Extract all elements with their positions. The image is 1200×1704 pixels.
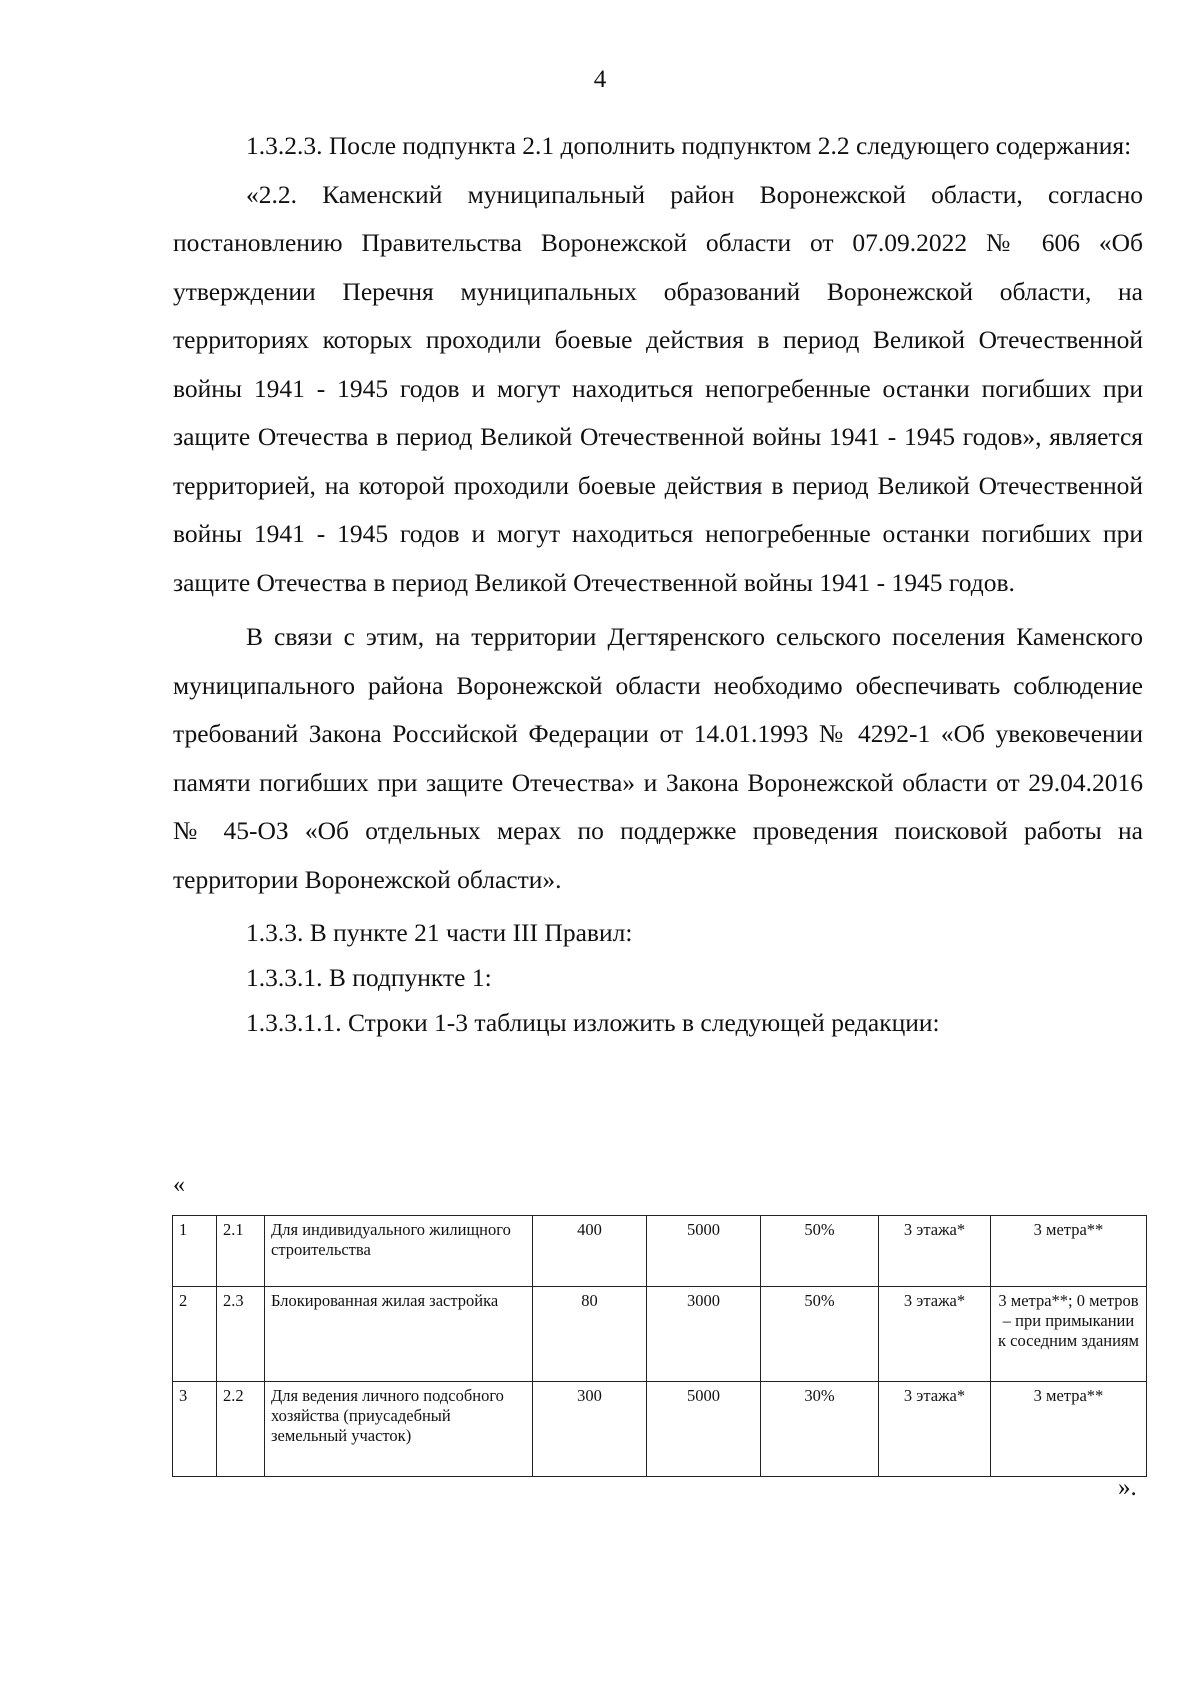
cell-floors: 3 этажа* (879, 1216, 991, 1287)
cell-code: 2.2 (217, 1382, 265, 1477)
cell-row-number: 2 (173, 1287, 217, 1382)
table-row (173, 1382, 1147, 1477)
cell-setback: 3 метра**; 0 метров – при примыкании к соседним зданиям (991, 1287, 1147, 1382)
cell-setback: 3 метра** (991, 1382, 1147, 1477)
paragraph-1-3-3: 1.3.3. В пункте 21 части III Правил: (246, 918, 633, 947)
cell-code: 2.1 (217, 1216, 265, 1287)
cell-floors: 3 этажа* (879, 1287, 991, 1382)
cell-setback: 3 метра** (991, 1216, 1147, 1287)
cell-coverage-percent: 50% (761, 1216, 879, 1287)
paragraph-compliance: В связи с этим, на территории Дегтяренского сельского поселения Каменского муниципального района Воронежской области необходимо обеспечивать соблюдение требований Закона Российской Федерации от 14.01.1993 № 4292-1 «Об увековечении памяти погибших при защите Отечества» и Закона Воронежской области от 29.04.2016 № 45-ОЗ «Об отдельных мерах по поддержке проведения поисковой работы на территории Воронежской области». (173, 622, 1143, 894)
cell-land-use-type: Для ведения личного подсобного хозяйства (приусадебный земельный участок) (265, 1382, 533, 1477)
paragraph-2-2-quote: «2.2. Каменский муниципальный район Воронежской области, согласно постановлению Правительства Воронежской области от 07.09.2022 № 606 «Об утверждении Перечня муниципальных образований Воронежской области, на территориях которых проходили боевые действия в период Великой Отечественной войны 1941 - 1945 годов и могут находиться непогребенные останки погибших при защите Отечества в период Великой Отечественной войны 1941 - 1945 годов», является территорией, на которой проходили боевые действия в период Великой Отечественной войны 1941 - 1945 годов и могут находиться непогребенные останки погибших при защите Отечества в период Великой Отечественной войны 1941 - 1945 годов. (173, 179, 1143, 597)
cell-min-area: 300 (533, 1382, 647, 1477)
land-use-rules-table (172, 1215, 1147, 1477)
document-body (173, 122, 1143, 1045)
closing-quote-mark: ». (1118, 1474, 1137, 1501)
paragraph-1-3-2-3: 1.3.2.3. После подпункта 2.1 дополнить подпунктом 2.2 следующего содержания: (246, 131, 1132, 160)
cell-max-area: 5000 (647, 1382, 761, 1477)
table-row (173, 1287, 1147, 1382)
cell-max-area: 5000 (647, 1216, 761, 1287)
cell-code: 2.3 (217, 1287, 265, 1382)
cell-min-area: 80 (533, 1287, 647, 1382)
cell-row-number: 1 (173, 1216, 217, 1287)
page-number: 4 (593, 66, 607, 93)
cell-row-number: 3 (173, 1382, 217, 1477)
cell-land-use-type: Для индивидуального жилищного строительства (265, 1216, 533, 1287)
table-row (173, 1216, 1147, 1287)
cell-min-area: 400 (533, 1216, 647, 1287)
paragraph-1-3-3-1: 1.3.3.1. В подпункте 1: (246, 963, 492, 992)
cell-land-use-type: Блокированная жилая застройка (265, 1287, 533, 1382)
cell-coverage-percent: 50% (761, 1287, 879, 1382)
cell-floors: 3 этажа* (879, 1382, 991, 1477)
cell-coverage-percent: 30% (761, 1382, 879, 1477)
opening-quote-mark: « (173, 1172, 185, 1198)
cell-max-area: 3000 (647, 1287, 761, 1382)
paragraph-1-3-3-1-1: 1.3.3.1.1. Строки 1-3 таблицы изложить в следующей редакции: (246, 1008, 940, 1037)
